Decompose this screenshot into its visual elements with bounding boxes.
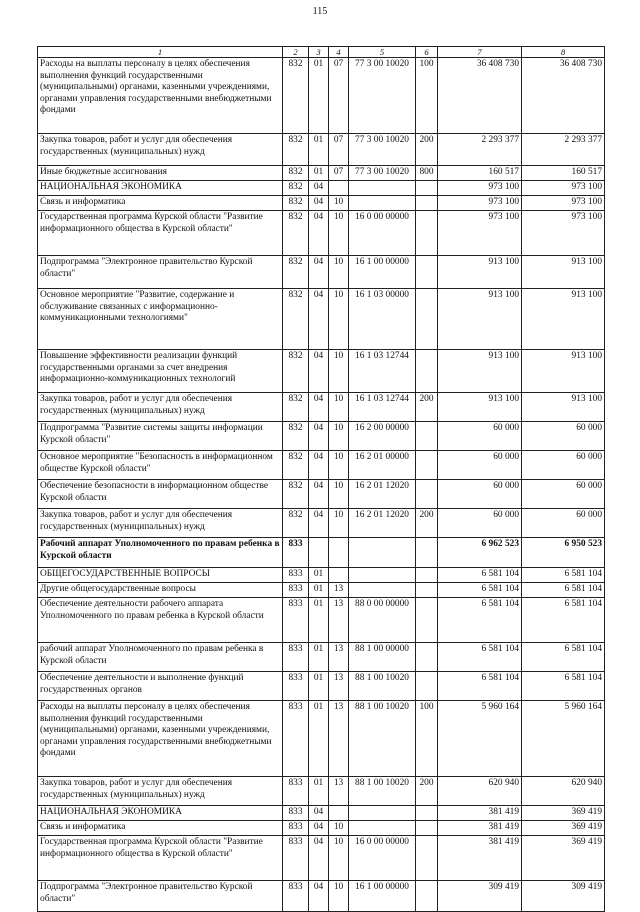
code-grbs-cell: 832 <box>283 480 309 509</box>
amount-year-1-cell: 913 100 <box>438 393 522 422</box>
amount-year-1-cell: 913 100 <box>438 289 522 350</box>
code-subsection-cell: 10 <box>329 256 349 289</box>
code-section-cell: 01 <box>309 672 329 701</box>
amount-year-2-cell: 60 000 <box>522 480 605 509</box>
name-cell: НАЦИОНАЛЬНАЯ ЭКОНОМИКА <box>38 806 283 821</box>
code-section-cell: 01 <box>309 166 329 181</box>
code-subsection-cell: 10 <box>329 393 349 422</box>
amount-year-2-cell: 6 950 523 <box>522 538 605 568</box>
table-header-row <box>38 47 605 58</box>
code-target-cell: 16 1 00 00000 <box>349 881 416 912</box>
code-section-cell: 04 <box>309 509 329 538</box>
code-target-cell <box>349 181 416 196</box>
code-grbs-cell: 832 <box>283 393 309 422</box>
code-target-cell: 16 2 01 00000 <box>349 451 416 480</box>
amount-year-1-cell: 6 581 104 <box>438 568 522 583</box>
amount-year-1-cell: 6 581 104 <box>438 672 522 701</box>
amount-year-2-cell: 973 100 <box>522 196 605 211</box>
code-expense-type-cell: 100 <box>416 58 438 134</box>
code-subsection-cell: 10 <box>329 211 349 256</box>
table-row <box>38 196 605 211</box>
table-row <box>38 821 605 836</box>
table-row <box>38 881 605 912</box>
code-subsection-cell: 10 <box>329 422 349 451</box>
amount-year-2-cell: 913 100 <box>522 350 605 393</box>
table-row <box>38 422 605 451</box>
code-expense-type-cell <box>416 643 438 672</box>
table-row <box>38 166 605 181</box>
code-expense-type-cell <box>416 480 438 509</box>
name-cell: Закупка товаров, работ и услуг для обеспечения государственных (муниципальных) нужд <box>38 509 283 538</box>
name-cell: Подпрограмма "Электронное правительство Курской области" <box>38 881 283 912</box>
amount-year-2-cell: 6 581 104 <box>522 598 605 643</box>
code-section-cell: 01 <box>309 58 329 134</box>
code-subsection-cell <box>329 806 349 821</box>
code-target-cell: 88 1 00 10020 <box>349 672 416 701</box>
column-header: 4 <box>329 47 349 58</box>
code-target-cell: 77 3 00 10020 <box>349 58 416 134</box>
amount-year-2-cell: 309 419 <box>522 881 605 912</box>
table-row <box>38 451 605 480</box>
code-grbs-cell: 832 <box>283 256 309 289</box>
name-cell: Рабочий аппарат Уполномоченного по правам ребенка в Курской области <box>38 538 283 568</box>
code-grbs-cell: 833 <box>283 643 309 672</box>
amount-year-1-cell: 6 581 104 <box>438 643 522 672</box>
code-expense-type-cell <box>416 256 438 289</box>
table-row <box>38 568 605 583</box>
code-section-cell: 04 <box>309 451 329 480</box>
code-expense-type-cell <box>416 821 438 836</box>
code-grbs-cell: 833 <box>283 836 309 881</box>
amount-year-2-cell: 2 293 377 <box>522 134 605 166</box>
amount-year-1-cell: 60 000 <box>438 509 522 538</box>
amount-year-1-cell: 913 100 <box>438 350 522 393</box>
code-expense-type-cell <box>416 451 438 480</box>
table-row <box>38 777 605 806</box>
code-expense-type-cell <box>416 289 438 350</box>
code-grbs-cell: 832 <box>283 211 309 256</box>
table-row <box>38 643 605 672</box>
code-subsection-cell: 10 <box>329 289 349 350</box>
amount-year-2-cell: 6 581 104 <box>522 583 605 598</box>
amount-year-2-cell: 913 100 <box>522 289 605 350</box>
code-grbs-cell: 833 <box>283 777 309 806</box>
amount-year-1-cell: 309 419 <box>438 881 522 912</box>
code-target-cell <box>349 806 416 821</box>
table-row <box>38 672 605 701</box>
amount-year-1-cell: 381 419 <box>438 806 522 821</box>
name-cell: Основное мероприятие "Развитие, содержание и обслуживание связанных с информационно-коммуникационными технологиями" <box>38 289 283 350</box>
name-cell: НАЦИОНАЛЬНАЯ ЭКОНОМИКА <box>38 181 283 196</box>
code-expense-type-cell: 200 <box>416 509 438 538</box>
code-section-cell: 04 <box>309 196 329 211</box>
table-row <box>38 393 605 422</box>
amount-year-2-cell: 6 581 104 <box>522 672 605 701</box>
amount-year-2-cell: 620 940 <box>522 777 605 806</box>
code-expense-type-cell <box>416 181 438 196</box>
page-number: 115 <box>312 6 328 17</box>
table-row <box>38 211 605 256</box>
amount-year-1-cell: 973 100 <box>438 181 522 196</box>
amount-year-1-cell: 381 419 <box>438 821 522 836</box>
code-section-cell: 04 <box>309 881 329 912</box>
code-section-cell: 01 <box>309 134 329 166</box>
code-subsection-cell: 13 <box>329 643 349 672</box>
code-section-cell: 01 <box>309 777 329 806</box>
amount-year-2-cell: 60 000 <box>522 422 605 451</box>
code-subsection-cell: 13 <box>329 777 349 806</box>
code-subsection-cell: 10 <box>329 836 349 881</box>
code-expense-type-cell <box>416 672 438 701</box>
code-target-cell: 88 1 00 10020 <box>349 777 416 806</box>
code-grbs-cell: 832 <box>283 350 309 393</box>
code-expense-type-cell <box>416 598 438 643</box>
name-cell: Обеспечение деятельности и выполнение функций государственных органов <box>38 672 283 701</box>
table-row <box>38 701 605 777</box>
name-cell: Другие общегосударственные вопросы <box>38 583 283 598</box>
code-grbs-cell: 832 <box>283 166 309 181</box>
amount-year-2-cell: 973 100 <box>522 211 605 256</box>
name-cell: Подпрограмма "Развитие системы защиты информации Курской области" <box>38 422 283 451</box>
amount-year-2-cell: 913 100 <box>522 256 605 289</box>
code-expense-type-cell <box>416 568 438 583</box>
code-section-cell: 04 <box>309 480 329 509</box>
code-section-cell: 01 <box>309 701 329 777</box>
table-row <box>38 836 605 881</box>
amount-year-2-cell: 6 581 104 <box>522 568 605 583</box>
code-target-cell: 16 1 03 00000 <box>349 289 416 350</box>
code-section-cell: 04 <box>309 836 329 881</box>
amount-year-2-cell: 60 000 <box>522 509 605 538</box>
name-cell: Закупка товаров, работ и услуг для обеспечения государственных (муниципальных) нужд <box>38 393 283 422</box>
name-cell: Связь и информатика <box>38 196 283 211</box>
name-cell: ОБЩЕГОСУДАРСТВЕННЫЕ ВОПРОСЫ <box>38 568 283 583</box>
code-target-cell: 16 1 00 00000 <box>349 256 416 289</box>
table-row <box>38 134 605 166</box>
code-target-cell: 16 0 00 00000 <box>349 211 416 256</box>
amount-year-2-cell: 369 419 <box>522 821 605 836</box>
code-target-cell <box>349 538 416 568</box>
code-expense-type-cell: 800 <box>416 166 438 181</box>
code-subsection-cell: 13 <box>329 583 349 598</box>
code-target-cell: 88 1 00 10020 <box>349 701 416 777</box>
code-expense-type-cell <box>416 583 438 598</box>
amount-year-2-cell: 913 100 <box>522 393 605 422</box>
code-section-cell: 01 <box>309 598 329 643</box>
name-cell: Основное мероприятие "Безопасность в информационном обществе Курской области" <box>38 451 283 480</box>
code-subsection-cell: 10 <box>329 881 349 912</box>
name-cell: Связь и информатика <box>38 821 283 836</box>
amount-year-1-cell: 6 581 104 <box>438 583 522 598</box>
code-target-cell: 16 2 01 12020 <box>349 509 416 538</box>
code-grbs-cell: 832 <box>283 58 309 134</box>
name-cell: Обеспечение деятельности рабочего аппарата Уполномоченного по правам ребенка в Курской области <box>38 598 283 643</box>
code-section-cell: 04 <box>309 806 329 821</box>
table-row <box>38 350 605 393</box>
column-header: 1 <box>38 47 283 58</box>
amount-year-2-cell: 60 000 <box>522 451 605 480</box>
code-expense-type-cell: 200 <box>416 134 438 166</box>
code-grbs-cell: 832 <box>283 451 309 480</box>
code-subsection-cell: 10 <box>329 350 349 393</box>
code-target-cell: 16 2 00 00000 <box>349 422 416 451</box>
code-grbs-cell: 833 <box>283 568 309 583</box>
code-subsection-cell <box>329 568 349 583</box>
column-header: 5 <box>349 47 416 58</box>
amount-year-2-cell: 36 408 730 <box>522 58 605 134</box>
amount-year-2-cell: 6 581 104 <box>522 643 605 672</box>
code-section-cell: 04 <box>309 821 329 836</box>
code-section-cell: 04 <box>309 393 329 422</box>
column-header: 2 <box>283 47 309 58</box>
name-cell: Повышение эффективности реализации функций государственными органами за счет внедрения информационно-коммуникационных технологий <box>38 350 283 393</box>
code-expense-type-cell: 100 <box>416 701 438 777</box>
code-section-cell <box>309 538 329 568</box>
code-expense-type-cell: 200 <box>416 777 438 806</box>
code-subsection-cell: 07 <box>329 58 349 134</box>
code-grbs-cell: 832 <box>283 289 309 350</box>
code-subsection-cell: 13 <box>329 701 349 777</box>
name-cell: Государственная программа Курской области "Развитие информационного общества в Курской области" <box>38 211 283 256</box>
code-section-cell: 01 <box>309 583 329 598</box>
code-grbs-cell: 833 <box>283 538 309 568</box>
name-cell: Расходы на выплаты персоналу в целях обеспечения выполнения функций государственными (муниципальными) органами, казенными учреждениями, органами управления государственными внебюджетными фондами <box>38 701 283 777</box>
name-cell: рабочий аппарат Уполномоченного по правам ребенка в Курской области <box>38 643 283 672</box>
amount-year-2-cell: 160 517 <box>522 166 605 181</box>
amount-year-1-cell: 381 419 <box>438 836 522 881</box>
table-row <box>38 289 605 350</box>
code-subsection-cell: 07 <box>329 166 349 181</box>
code-target-cell: 88 0 00 00000 <box>349 598 416 643</box>
table-row <box>38 480 605 509</box>
amount-year-1-cell: 36 408 730 <box>438 58 522 134</box>
table-row <box>38 256 605 289</box>
code-target-cell: 16 1 03 12744 <box>349 393 416 422</box>
code-target-cell: 77 3 00 10020 <box>349 134 416 166</box>
code-section-cell: 04 <box>309 289 329 350</box>
table-row <box>38 583 605 598</box>
code-subsection-cell: 13 <box>329 598 349 643</box>
code-section-cell: 04 <box>309 211 329 256</box>
amount-year-2-cell: 973 100 <box>522 181 605 196</box>
name-cell: Закупка товаров, работ и услуг для обеспечения государственных (муниципальных) нужд <box>38 777 283 806</box>
amount-year-1-cell: 160 517 <box>438 166 522 181</box>
code-target-cell <box>349 583 416 598</box>
name-cell: Обеспечение безопасности в информационном обществе Курской области <box>38 480 283 509</box>
code-expense-type-cell <box>416 350 438 393</box>
code-grbs-cell: 833 <box>283 821 309 836</box>
amount-year-2-cell: 369 419 <box>522 836 605 881</box>
code-section-cell: 04 <box>309 256 329 289</box>
code-target-cell: 16 1 03 12744 <box>349 350 416 393</box>
code-grbs-cell: 833 <box>283 881 309 912</box>
code-expense-type-cell <box>416 538 438 568</box>
amount-year-1-cell: 60 000 <box>438 480 522 509</box>
code-target-cell: 77 3 00 10020 <box>349 166 416 181</box>
code-section-cell: 04 <box>309 422 329 451</box>
name-cell: Иные бюджетные ассигнования <box>38 166 283 181</box>
code-grbs-cell: 833 <box>283 701 309 777</box>
name-cell: Расходы на выплаты персоналу в целях обеспечения выполнения функций государственными (муниципальными) органами, казенными учреждениями, органами управления государственными внебюджетными фондами <box>38 58 283 134</box>
name-cell: Государственная программа Курской области "Развитие информационного общества в Курской области" <box>38 836 283 881</box>
code-expense-type-cell <box>416 196 438 211</box>
code-subsection-cell <box>329 181 349 196</box>
amount-year-1-cell: 620 940 <box>438 777 522 806</box>
amount-year-2-cell: 5 960 164 <box>522 701 605 777</box>
table-row <box>38 806 605 821</box>
code-grbs-cell: 832 <box>283 509 309 538</box>
code-expense-type-cell <box>416 881 438 912</box>
amount-year-1-cell: 913 100 <box>438 256 522 289</box>
code-target-cell: 16 0 00 00000 <box>349 836 416 881</box>
table-row <box>38 598 605 643</box>
amount-year-1-cell: 6 962 523 <box>438 538 522 568</box>
code-grbs-cell: 833 <box>283 583 309 598</box>
amount-year-1-cell: 60 000 <box>438 451 522 480</box>
code-target-cell: 88 1 00 00000 <box>349 643 416 672</box>
code-subsection-cell: 13 <box>329 672 349 701</box>
amount-year-1-cell: 973 100 <box>438 196 522 211</box>
code-expense-type-cell <box>416 211 438 256</box>
code-grbs-cell: 833 <box>283 598 309 643</box>
amount-year-1-cell: 5 960 164 <box>438 701 522 777</box>
table-row <box>38 509 605 538</box>
code-expense-type-cell <box>416 422 438 451</box>
code-grbs-cell: 833 <box>283 806 309 821</box>
code-expense-type-cell <box>416 806 438 821</box>
code-subsection-cell: 07 <box>329 134 349 166</box>
code-subsection-cell <box>329 538 349 568</box>
code-grbs-cell: 832 <box>283 196 309 211</box>
column-header: 7 <box>438 47 522 58</box>
code-subsection-cell: 10 <box>329 509 349 538</box>
code-section-cell: 04 <box>309 181 329 196</box>
table-row <box>38 538 605 568</box>
amount-year-1-cell: 6 581 104 <box>438 598 522 643</box>
code-grbs-cell: 832 <box>283 422 309 451</box>
code-target-cell <box>349 568 416 583</box>
name-cell: Подпрограмма "Электронное правительство Курской области" <box>38 256 283 289</box>
table-row <box>38 181 605 196</box>
code-grbs-cell: 833 <box>283 672 309 701</box>
code-expense-type-cell <box>416 836 438 881</box>
code-section-cell: 04 <box>309 350 329 393</box>
code-subsection-cell: 10 <box>329 480 349 509</box>
code-subsection-cell: 10 <box>329 821 349 836</box>
column-header: 6 <box>416 47 438 58</box>
code-grbs-cell: 832 <box>283 181 309 196</box>
code-subsection-cell: 10 <box>329 196 349 211</box>
amount-year-2-cell: 369 419 <box>522 806 605 821</box>
code-target-cell <box>349 821 416 836</box>
amount-year-1-cell: 60 000 <box>438 422 522 451</box>
amount-year-1-cell: 973 100 <box>438 211 522 256</box>
code-grbs-cell: 832 <box>283 134 309 166</box>
budget-table <box>37 46 605 912</box>
amount-year-1-cell: 2 293 377 <box>438 134 522 166</box>
code-target-cell <box>349 196 416 211</box>
code-target-cell: 16 2 01 12020 <box>349 480 416 509</box>
column-header: 3 <box>309 47 329 58</box>
table-row <box>38 58 605 134</box>
code-section-cell: 01 <box>309 568 329 583</box>
code-expense-type-cell: 200 <box>416 393 438 422</box>
name-cell: Закупка товаров, работ и услуг для обеспечения государственных (муниципальных) нужд <box>38 134 283 166</box>
code-subsection-cell: 10 <box>329 451 349 480</box>
column-header: 8 <box>522 47 605 58</box>
code-section-cell: 01 <box>309 643 329 672</box>
